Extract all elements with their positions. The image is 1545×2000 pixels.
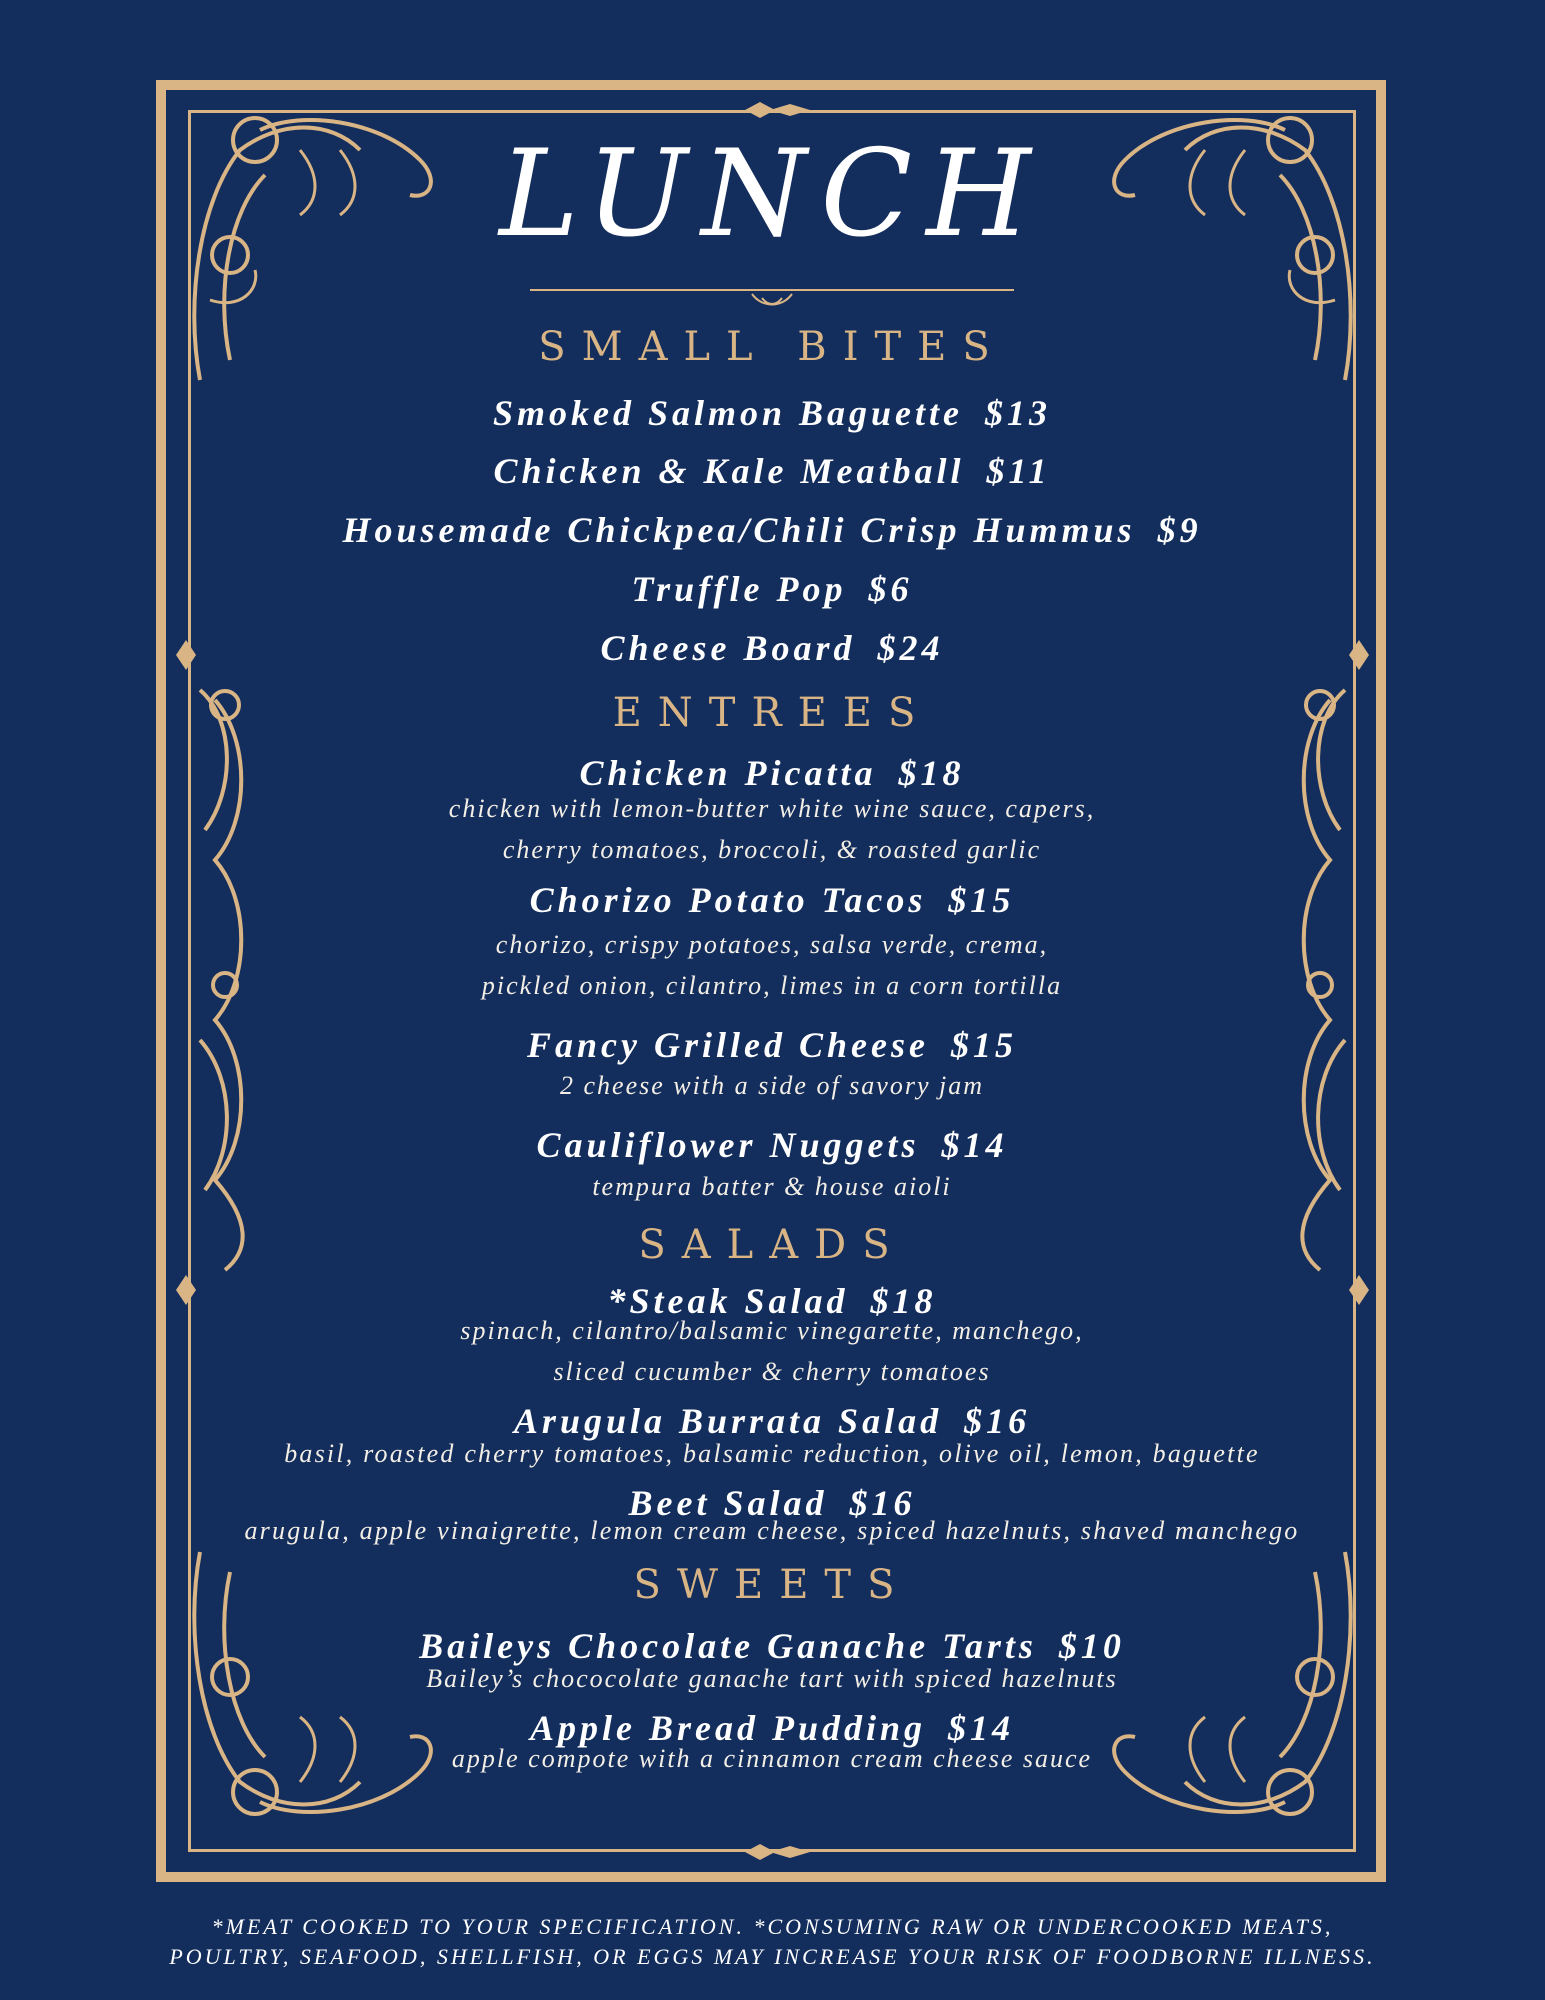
item-name: Cauliflower Nuggets — [536, 1125, 920, 1165]
menu-item — [190, 390, 1354, 436]
menu-item — [190, 750, 1354, 796]
item-description: Bailey’s chococolate ganache tart with spiced hazelnuts — [426, 1664, 1118, 1693]
item-name: Baileys Chocolate Ganache Tarts — [419, 1626, 1037, 1666]
item-name: Chicken & Kale Meatball — [493, 451, 965, 491]
menu-item — [190, 1022, 1354, 1068]
item-price: $16 — [849, 1483, 916, 1523]
item-price: $18 — [870, 1281, 937, 1321]
item-price: $14 — [948, 1708, 1015, 1748]
item-name: *Steak Salad — [607, 1281, 849, 1321]
item-description: chicken with lemon-butter white wine sauce, capers, — [448, 794, 1096, 823]
divider-flourish-icon — [530, 280, 1014, 320]
item-name: Truffle Pop — [631, 569, 847, 609]
section-heading-salads: SALADS — [638, 1222, 906, 1268]
menu-item — [190, 1122, 1354, 1168]
footer-disclaimer-line: *MEAT COOKED TO YOUR SPECIFICATION. *CONSUMING RAW OR UNDERCOOKED MEATS, — [211, 1914, 1334, 1939]
item-price: $14 — [941, 1125, 1008, 1165]
item-description: basil, roasted cherry tomatoes, balsamic reduction, olive oil, lemon, baguette — [284, 1439, 1260, 1468]
item-description: chorizo, crispy potatoes, salsa verde, crema, — [495, 930, 1049, 959]
item-name: Beet Salad — [628, 1483, 828, 1523]
item-description: spinach, cilantro/balsamic vinegarette, manchego, — [460, 1316, 1084, 1345]
item-name: Chorizo Potato Tacos — [529, 880, 927, 920]
menu-item — [190, 877, 1354, 923]
item-name: Cheese Board — [600, 628, 856, 668]
item-description: arugula, apple vinaigrette, lemon cream cheese, spiced hazelnuts, shaved manchego — [244, 1516, 1300, 1545]
item-description: apple compote with a cinnamon cream cheese sauce — [451, 1744, 1093, 1773]
item-name: Fancy Grilled Cheese — [527, 1025, 929, 1065]
menu-item — [190, 566, 1354, 612]
page-title: LUNCH — [499, 125, 1045, 264]
section-heading-small-bites: SMALL BITES — [538, 324, 1006, 370]
item-price: $15 — [950, 1025, 1017, 1065]
menu-item — [190, 507, 1354, 553]
item-description: 2 cheese with a side of savory jam — [560, 1071, 984, 1100]
item-name: Chicken Picatta — [579, 753, 877, 793]
item-description: sliced cucumber & cherry tomatoes — [553, 1357, 991, 1386]
item-price: $11 — [986, 451, 1051, 491]
item-description: pickled onion, cilantro, limes in a corn tortilla — [481, 971, 1063, 1000]
item-price: $15 — [948, 880, 1015, 920]
item-name: Apple Bread Pudding — [529, 1708, 927, 1748]
item-price: $10 — [1058, 1626, 1125, 1666]
menu-item — [190, 448, 1354, 494]
footer-disclaimer-line: POULTRY, SEAFOOD, SHELLFISH, OR EGGS MAY INCREASE YOUR RISK OF FOODBORNE ILLNESS. — [169, 1944, 1376, 1969]
item-price: $9 — [1157, 510, 1202, 550]
item-description: tempura batter & house aioli — [592, 1172, 952, 1201]
item-name: Arugula Burrata Salad — [513, 1401, 943, 1441]
item-price: $18 — [898, 753, 965, 793]
item-price: $6 — [868, 569, 913, 609]
item-price: $13 — [985, 393, 1052, 433]
item-name: Housemade Chickpea/Chili Crisp Hummus — [342, 510, 1136, 550]
item-description: cherry tomatoes, broccoli, & roasted garlic — [502, 835, 1042, 864]
item-price: $16 — [964, 1401, 1031, 1441]
section-heading-entrees: ENTREES — [612, 690, 932, 736]
menu-item — [190, 625, 1354, 671]
item-name: Smoked Salmon Baguette — [492, 393, 964, 433]
section-heading-sweets: SWEETS — [633, 1562, 911, 1608]
item-price: $24 — [877, 628, 944, 668]
